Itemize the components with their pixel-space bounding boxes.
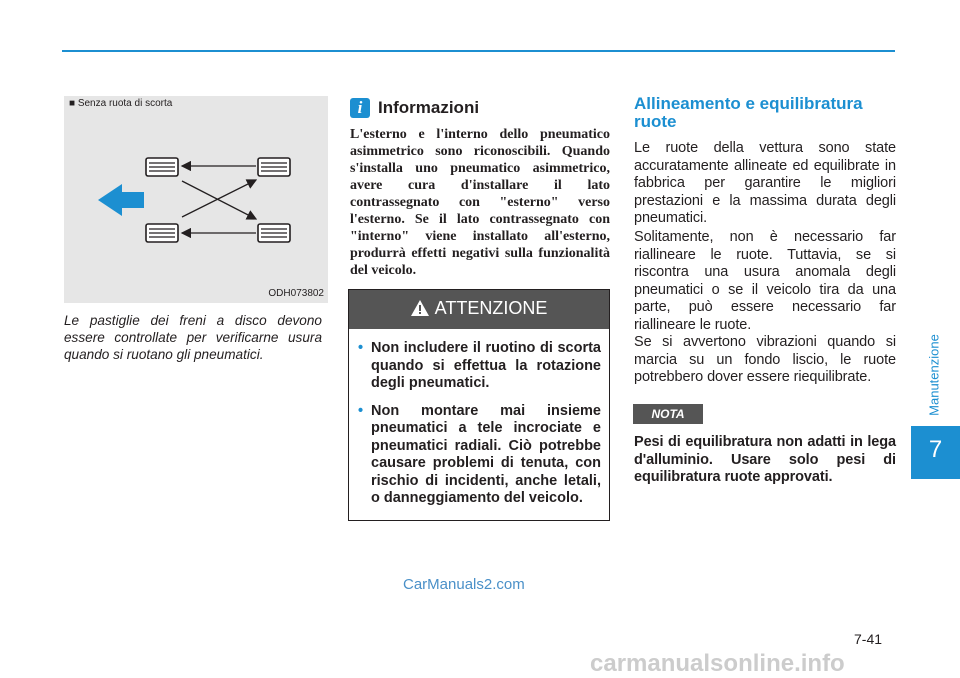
figure-caption: ■ Senza ruota di scorta [69, 98, 173, 109]
section-title: Allineamento e equilibratura ruote [634, 94, 863, 131]
chapter-number: 7 [928, 436, 943, 463]
warning-item [358, 402, 601, 508]
warning-triangle-icon [411, 300, 429, 316]
bullet-icon: • [358, 340, 364, 356]
warning-item [358, 340, 601, 393]
rotation-arrow-cross-down [182, 181, 256, 219]
nota-text: Pesi di equilibratura non adatti in lega d'alluminio. Usare solo pesi di equilibratura ruote approvati. [634, 434, 896, 485]
section-name: Manutenzione [926, 334, 942, 416]
tire-front-left [146, 158, 178, 176]
warning-list [349, 329, 609, 508]
section-side-label [924, 330, 944, 420]
info-icon: i [350, 98, 370, 118]
alignment-paragraph-3: Se si avvertono vibrazioni quando si marcia su un fondo liscio, le ruote potrebbero dover essere riequilibrate. [634, 334, 896, 385]
chapter-tab [911, 426, 960, 479]
warning-header [349, 290, 609, 329]
warning-item-text: Non montare mai insieme pneumatici a tele incrociate e pneumatici radiali. Ciò potrebbe causare problemi di tenuta, con rischio di incidenti, anche letali, o danneggiamento del veicolo. [371, 402, 601, 506]
footer-watermark: carmanualsonline.info [590, 650, 845, 677]
warning-item-text: Non includere il ruotino di scorta quando si effettua la rotazione degli pneumatici. [371, 340, 601, 391]
info-title: Informazioni [378, 98, 480, 117]
tire-front-right [146, 224, 178, 242]
forward-direction-arrow [98, 184, 144, 216]
warning-box [348, 289, 610, 521]
watermark-link[interactable]: CarManuals2.com [403, 576, 525, 593]
tire-rotation-figure [64, 96, 328, 303]
tire-rear-right [258, 224, 290, 242]
alignment-paragraph-1: Le ruote della vettura sono state accuratamente allineate ed equilibrate in fabbrica per garantire le migliori prestazioni e la massima durata degli pneumatici. [634, 140, 896, 226]
alignment-paragraph-2: Solitamente, non è necessario far riallineare le ruote. Tuttavia, se si riscontra una usura anomala degli pneumatici o se il veicolo tira da una parte, può essere necessario far riallineare le ruote. [634, 229, 896, 333]
warning-title-row [349, 298, 609, 319]
warning-title: ATTENZIONE [434, 298, 548, 318]
page-number: 7-41 [854, 631, 883, 647]
tire-rear-left [258, 158, 290, 176]
figure-code: ODH073802 [268, 288, 324, 299]
rotation-arrow-cross-up [182, 180, 256, 217]
tire-rotation-diagram [64, 96, 328, 303]
nota-badge: NOTA [633, 404, 703, 424]
bullet-icon: • [358, 402, 364, 419]
brake-pads-note: Le pastiglie dei freni a disco devono essere controllate per verificarne usura quando si ruotano gli pneumatici. [64, 313, 322, 362]
top-rule [62, 50, 895, 52]
info-text: L'esterno e l'interno dello pneumatico asimmetrico sono riconoscibili. Quando s'installa uno pneumatico asimmetrico, avere cura d'installare il lato contrassegnato con "esterno" verso l'esterno. Se il lato contrassegnato con "interno" viene installato all'esterno, produrrà effetti negativi sulla funzionalità del veicolo. [350, 127, 610, 278]
